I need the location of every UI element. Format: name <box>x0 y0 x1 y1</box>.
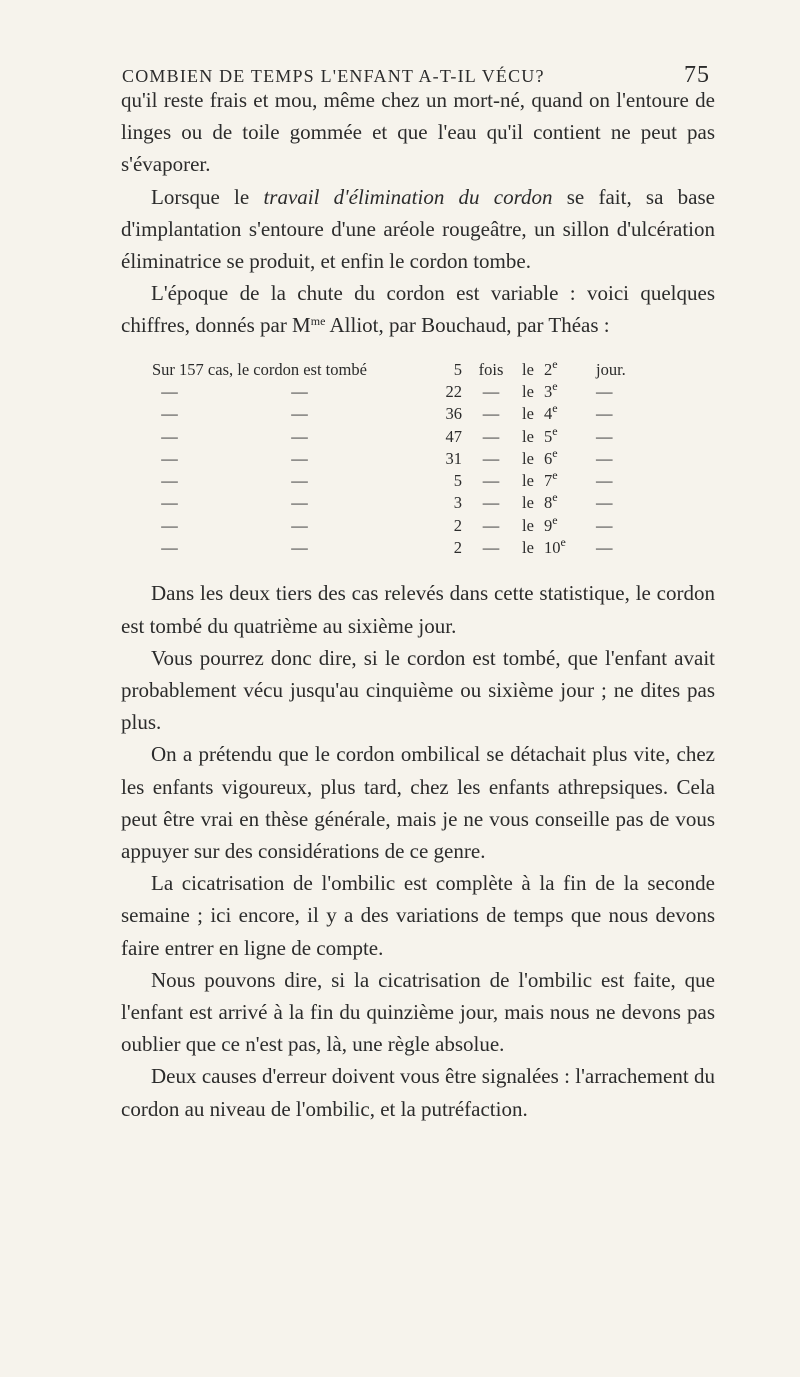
stats-row <box>152 492 626 514</box>
stats-fois: — <box>482 426 500 446</box>
page-body <box>121 84 715 1125</box>
stats-row-lead: Sur 157 cas, le cordon est tombé <box>152 359 367 379</box>
stats-count: 3 <box>453 493 462 513</box>
stats-row-lead: — — <box>161 538 308 557</box>
stats-count: 31 <box>445 448 462 468</box>
stats-count: 22 <box>445 381 462 401</box>
running-title: COMBIEN DE TEMPS L'ENFANT A-T-IL VÉCU? <box>122 66 545 86</box>
stats-fois: — <box>482 471 500 491</box>
paragraph-4: Dans les deux tiers des cas relevés dans cette statistique, le cordon est tombé du quatrième au sixième jour. <box>121 581 715 638</box>
stats-day: 4e <box>544 401 558 424</box>
stats-row <box>152 537 626 559</box>
cord-fall-statistics-table <box>152 356 626 560</box>
stats-row-lead: — — <box>161 493 308 513</box>
stats-row <box>152 359 626 381</box>
stats-day: 7e <box>544 468 558 491</box>
stats-day: 8e <box>544 490 558 513</box>
stats-le: le <box>522 493 534 513</box>
stats-row <box>152 448 626 470</box>
stats-fois: — <box>482 538 500 557</box>
stats-row-lead: — — <box>161 381 308 401</box>
paragraph-6: On a prétendu que le cordon ombilical se détachait plus vite, chez les enfants vigoureux, plus tard, chez les enfants athrepsiques. Cela peut être vrai en thèse générale, mais je ne vous conseille pas de vous appuyer sur des considérations de ce genre. <box>121 742 715 863</box>
stats-jour: — <box>596 471 613 491</box>
stats-jour: — <box>596 493 613 513</box>
stats-count: 5 <box>453 359 462 379</box>
stats-jour: — <box>596 538 613 557</box>
stats-row <box>152 470 626 492</box>
stats-row-lead: — — <box>161 448 308 468</box>
stats-day: 2e <box>544 356 558 379</box>
stats-row-lead: — — <box>161 515 308 535</box>
stats-jour: — <box>596 448 613 468</box>
paragraph-9: Deux causes d'erreur doivent vous être signalées : l'arrachement du cordon au niveau de l'ombilic, et la putréfaction. <box>121 1064 715 1121</box>
stats-count: 2 <box>453 515 462 535</box>
stats-le: le <box>522 448 534 468</box>
stats-count: 2 <box>453 538 462 557</box>
stats-le: le <box>522 426 534 446</box>
stats-le: le <box>522 538 534 557</box>
stats-row-lead: — — <box>161 404 308 424</box>
stats-fois: — <box>482 515 500 535</box>
paragraph-2: Lorsque le travail d'élimination du cordon se fait, sa base d'implantation s'entoure d'une aréole rougeâtre, un sillon d'ulcération éliminatrice se produit, et enfin le cordon tombe. <box>121 184 715 274</box>
stats-le: le <box>522 359 534 379</box>
stats-fois: — <box>482 381 500 401</box>
paragraph-5: Vous pourrez donc dire, si le cordon est tombé, que l'enfant avait probablement vécu jusqu'au cinquième ou sixième jour ; ne dites pas plus. <box>121 645 715 735</box>
stats-row <box>152 515 626 537</box>
italic-term: travail d'élimination du cordon <box>263 184 553 209</box>
stats-fois: — <box>482 493 500 513</box>
stats-le: le <box>522 404 534 424</box>
stats-fois: — <box>482 404 500 424</box>
stats-fois: — <box>482 448 500 468</box>
stats-day: 5e <box>544 423 558 446</box>
stats-jour: jour. <box>596 359 626 379</box>
stats-day: 10e <box>544 535 566 557</box>
stats-row-lead: — — <box>161 471 308 491</box>
paragraph-8: Nous pouvons dire, si la cicatrisation de l'ombilic est faite, que l'enfant est arrivé à la fin du quinzième jour, mais nous ne devons pas oublier que ce n'est pas, là, une règle absolue. <box>121 967 715 1057</box>
stats-fois: fois <box>478 359 504 379</box>
stats-row <box>152 426 626 448</box>
stats-count: 36 <box>445 404 462 424</box>
stats-jour: — <box>596 515 613 535</box>
stats-row <box>152 381 626 403</box>
stats-le: le <box>522 515 534 535</box>
stats-row <box>152 403 626 425</box>
stats-jour: — <box>596 426 613 446</box>
stats-jour: — <box>596 404 613 424</box>
stats-jour: — <box>596 381 613 401</box>
stats-count: 47 <box>445 426 462 446</box>
paragraph-1: qu'il reste frais et mou, même chez un mort-né, quand on l'entoure de linges ou de toile gommée et que l'eau qu'il contient ne peut pas s'évaporer. <box>121 88 715 177</box>
stats-count: 5 <box>453 471 462 491</box>
stats-day: 3e <box>544 378 558 401</box>
stats-day: 9e <box>544 512 558 535</box>
stats-le: le <box>522 471 534 491</box>
stats-le: le <box>522 381 534 401</box>
paragraph-7: La cicatrisation de l'ombilic est complète à la fin de la seconde semaine ; ici encore, il y a des variations de temps que nous devons faire entrer en ligne de compte. <box>121 871 715 960</box>
page-number: 75 <box>684 62 710 88</box>
paragraph-3: L'époque de la chute du cordon est variable : voici quelques chiffres, donnés par $M^{me}$ Alliot, par Bouchaud, par Théas : <box>121 281 715 338</box>
stats-row-lead: — — <box>161 426 308 446</box>
stats-day: 6e <box>544 445 558 468</box>
